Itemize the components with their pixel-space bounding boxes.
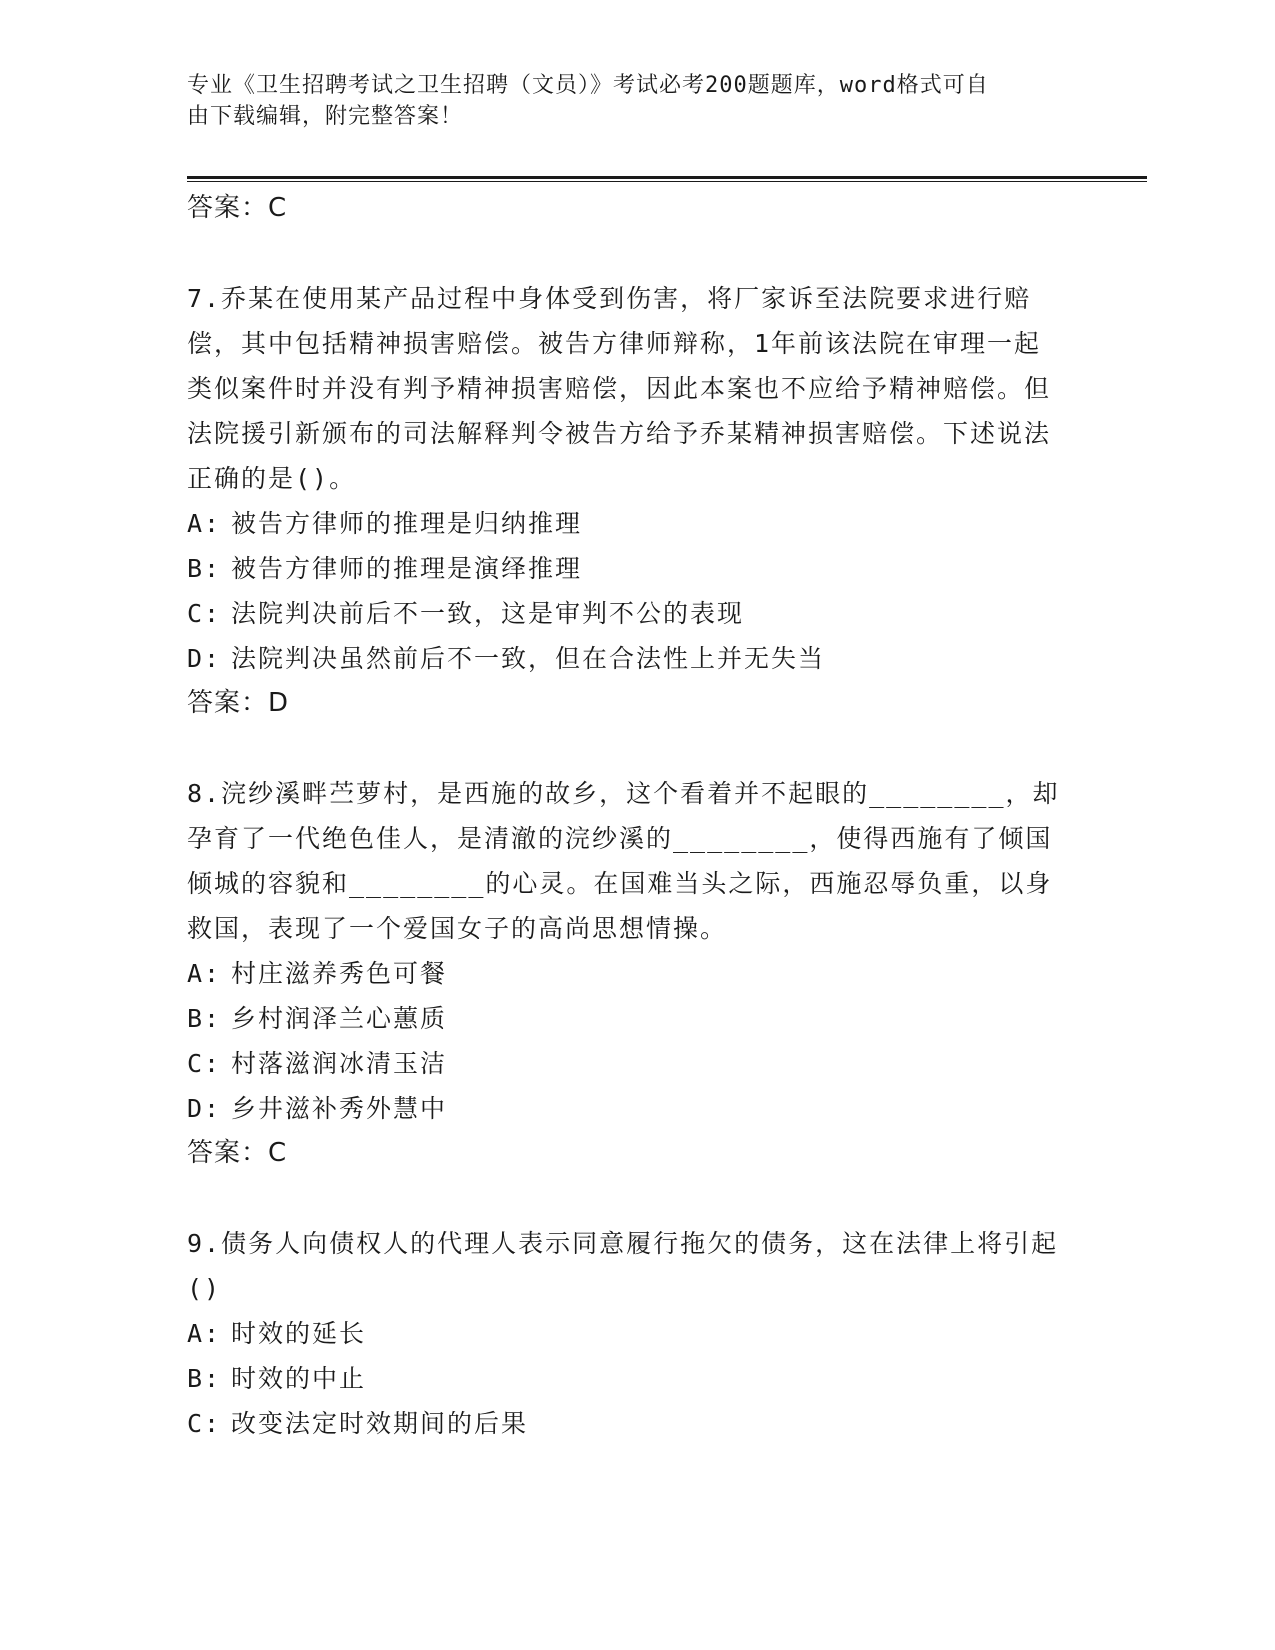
option-letter: A:	[187, 1319, 222, 1348]
option-d	[187, 1086, 1087, 1131]
option-letter: D:	[187, 1094, 222, 1123]
option-letter: A:	[187, 509, 222, 538]
answer-line: 答案：D	[187, 688, 290, 718]
option-d	[187, 636, 1087, 681]
question-stem: 8.浣纱溪畔苎萝村，是西施的故乡，这个看着并不起眼的________，却孕育了一代绝色佳人，是清澈的浣纱溪的________，使得西施有了倾国倾城的容貌和________的心灵。在国难当头之际，西施忍辱负重，以身救国，表现了一个爱国女子的高尚思想情操。	[187, 779, 1060, 943]
spacer	[187, 231, 1087, 276]
option-letter: C:	[187, 1049, 222, 1078]
option-text: 时效的中止	[231, 1364, 367, 1393]
question-stem: 7.乔某在使用某产品过程中身体受到伤害，将厂家诉至法院要求进行赔偿，其中包括精神损害赔偿。被告方律师辩称，1年前该法院在审理一起类似案件时并没有判予精神损害赔偿，因此本案也不应给予精神赔偿。但法院援引新颁布的司法解释判令被告方给予乔某精神损害赔偿。下述说法正确的是()。	[187, 284, 1052, 493]
option-letter: D:	[187, 644, 222, 673]
answer-line: 答案：C	[187, 1138, 288, 1168]
option-a	[187, 1311, 1087, 1356]
header-rule-thin	[187, 181, 1147, 182]
option-text: 改变法定时效期间的后果	[231, 1409, 529, 1438]
spacer	[187, 1176, 1087, 1221]
option-text: 时效的延长	[231, 1319, 367, 1348]
document-header	[187, 70, 1067, 132]
option-letter: C:	[187, 599, 222, 628]
answer-line: 答案：C	[187, 193, 288, 223]
option-b	[187, 546, 1087, 591]
option-b	[187, 996, 1087, 1041]
header-line-1: 专业《卫生招聘考试之卫生招聘（文员）》考试必考200题题库，word格式可自	[187, 73, 989, 98]
option-c	[187, 591, 1087, 636]
option-letter: B:	[187, 1364, 222, 1393]
question-list	[187, 186, 1087, 1446]
option-text: 村落滋润冰清玉洁	[231, 1049, 448, 1078]
option-letter: B:	[187, 554, 222, 583]
option-letter: C:	[187, 1409, 222, 1438]
option-text: 法院判决前后不一致，这是审判不公的表现	[231, 599, 745, 628]
option-text: 被告方律师的推理是演绎推理	[231, 554, 583, 583]
spacer	[187, 726, 1087, 771]
header-line-2: 由下载编辑，附完整答案！	[187, 104, 464, 129]
option-text: 乡井滋补秀外慧中	[231, 1094, 448, 1123]
option-b	[187, 1356, 1087, 1401]
question-stem: 9.债务人向债权人的代理人表示同意履行拖欠的债务，这在法律上将引起()	[187, 1229, 1059, 1303]
option-c	[187, 1041, 1087, 1086]
option-text: 被告方律师的推理是归纳推理	[231, 509, 583, 538]
question-block	[187, 1221, 1087, 1446]
option-letter: A:	[187, 959, 222, 988]
option-a	[187, 501, 1087, 546]
question-block	[187, 276, 1087, 726]
option-text: 法院判决虽然前后不一致，但在合法性上并无失当	[231, 644, 826, 673]
option-text: 乡村润泽兰心蕙质	[231, 1004, 448, 1033]
option-text: 村庄滋养秀色可餐	[231, 959, 448, 988]
question-block	[187, 771, 1087, 1176]
option-letter: B:	[187, 1004, 222, 1033]
option-a	[187, 951, 1087, 996]
header-rule-thick	[187, 176, 1147, 179]
option-c	[187, 1401, 1087, 1446]
